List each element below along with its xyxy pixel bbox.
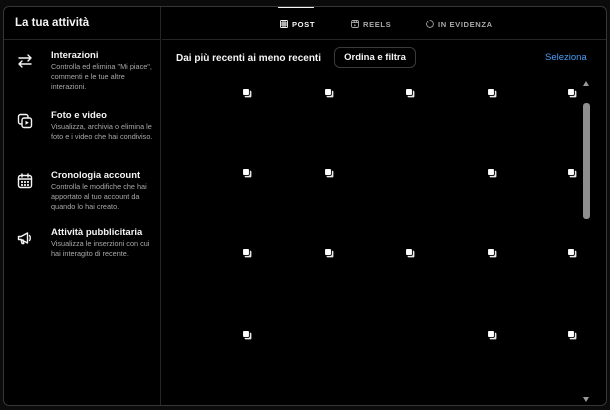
post-multi-icon[interactable] <box>567 88 577 98</box>
post-multi-icon[interactable] <box>487 248 497 258</box>
sidebar-item-description: Controlla le modifiche che hai apportato al tuo account da quando lo hai creato. <box>51 182 147 212</box>
post-multi-icon[interactable] <box>487 168 497 178</box>
sidebar-item-label: Attività pubblicitaria <box>51 227 143 238</box>
sidebar-item-description: Controlla ed elimina "Mi piace", commenti e le tue altre interazioni. <box>51 62 152 92</box>
post-multi-icon[interactable] <box>567 330 577 340</box>
scroll-up-arrow[interactable] <box>583 81 589 86</box>
post-multi-icon[interactable] <box>487 88 497 98</box>
sidebar <box>4 7 161 405</box>
sidebar-divider <box>4 39 160 40</box>
activity-window <box>3 6 607 406</box>
sidebar-item-attivita-pubblicitaria[interactable] <box>4 227 160 287</box>
active-tab-indicator <box>278 7 314 8</box>
post-multi-icon[interactable] <box>242 88 252 98</box>
post-grid <box>162 78 585 406</box>
post-multi-icon[interactable] <box>242 248 252 258</box>
tab-in-evidenza[interactable] <box>426 18 493 30</box>
toolbar <box>162 40 607 78</box>
tab-label: IN EVIDENZA <box>438 19 493 29</box>
scrollbar[interactable] <box>582 81 591 406</box>
post-multi-icon[interactable] <box>567 248 577 258</box>
sidebar-item-description: Visualizza le inserzioni con cui hai interagito di recente. <box>51 239 150 259</box>
tab-post[interactable] <box>280 18 315 30</box>
post-multi-icon[interactable] <box>242 168 252 178</box>
highlight-ring-icon <box>426 20 434 28</box>
sidebar-item-label: Interazioni <box>51 50 99 61</box>
sidebar-item-label: Foto e video <box>51 110 107 121</box>
scroll-down-arrow[interactable] <box>583 397 589 402</box>
tab-label: REELS <box>363 19 392 29</box>
post-multi-icon[interactable] <box>324 168 334 178</box>
swap-arrows-icon <box>16 52 34 70</box>
megaphone-icon <box>16 229 34 247</box>
post-multi-icon[interactable] <box>487 330 497 340</box>
sort-order-label: Dai più recenti ai meno recenti <box>176 53 322 64</box>
sidebar-item-interazioni[interactable] <box>4 50 160 110</box>
photo-video-icon <box>16 112 34 130</box>
sidebar-title: La tua attività <box>15 17 90 29</box>
post-multi-icon[interactable] <box>242 330 252 340</box>
sidebar-item-label: Cronologia account <box>51 170 141 181</box>
tab-reels[interactable] <box>351 18 391 30</box>
sidebar-item-description: Visualizza, archivia o elimina le foto e i video che hai condiviso. <box>51 122 153 142</box>
reels-icon <box>351 20 359 28</box>
tab-label: POST <box>292 19 316 29</box>
post-multi-icon[interactable] <box>405 248 415 258</box>
tab-bar <box>162 7 607 39</box>
grid-icon <box>280 20 288 28</box>
post-multi-icon[interactable] <box>405 88 415 98</box>
calendar-icon <box>16 172 34 190</box>
select-link[interactable]: Seleziona <box>545 52 587 63</box>
sidebar-item-foto-video[interactable] <box>4 110 160 170</box>
sort-filter-button[interactable]: Ordina e filtra <box>334 47 416 68</box>
post-multi-icon[interactable] <box>567 168 577 178</box>
post-multi-icon[interactable] <box>324 248 334 258</box>
post-multi-icon[interactable] <box>324 88 334 98</box>
sidebar-item-cronologia-account[interactable] <box>4 170 160 230</box>
scroll-thumb[interactable] <box>583 103 590 219</box>
